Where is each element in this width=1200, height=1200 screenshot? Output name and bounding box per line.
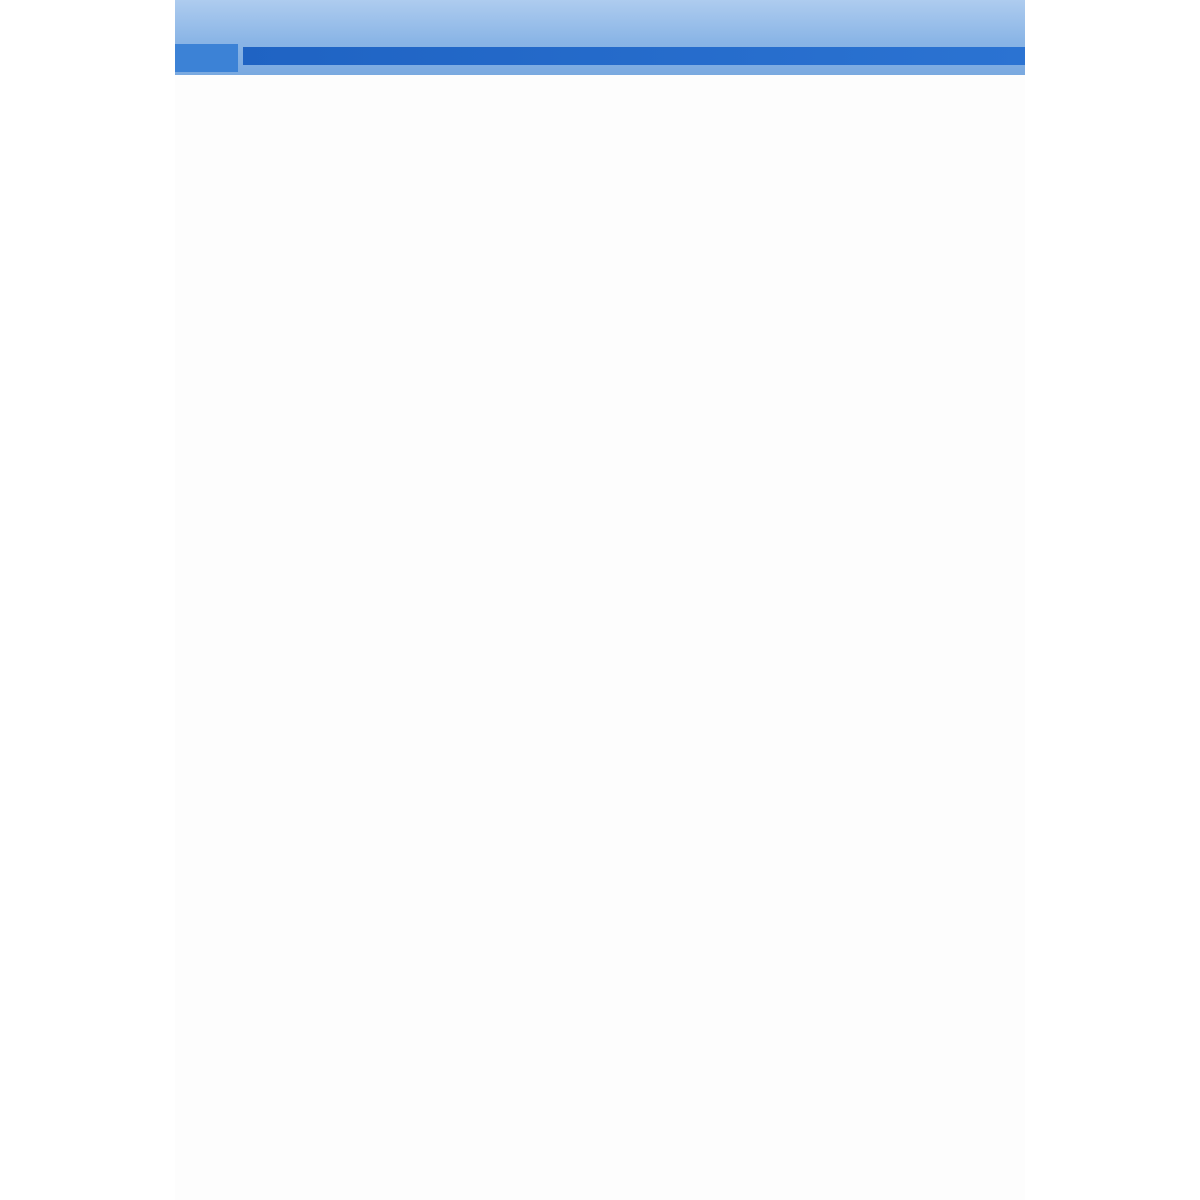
page-number: [175, 44, 238, 72]
book-page: [175, 0, 1025, 1200]
header-stripe: [243, 47, 1025, 65]
page-header-bar: [175, 0, 1025, 75]
